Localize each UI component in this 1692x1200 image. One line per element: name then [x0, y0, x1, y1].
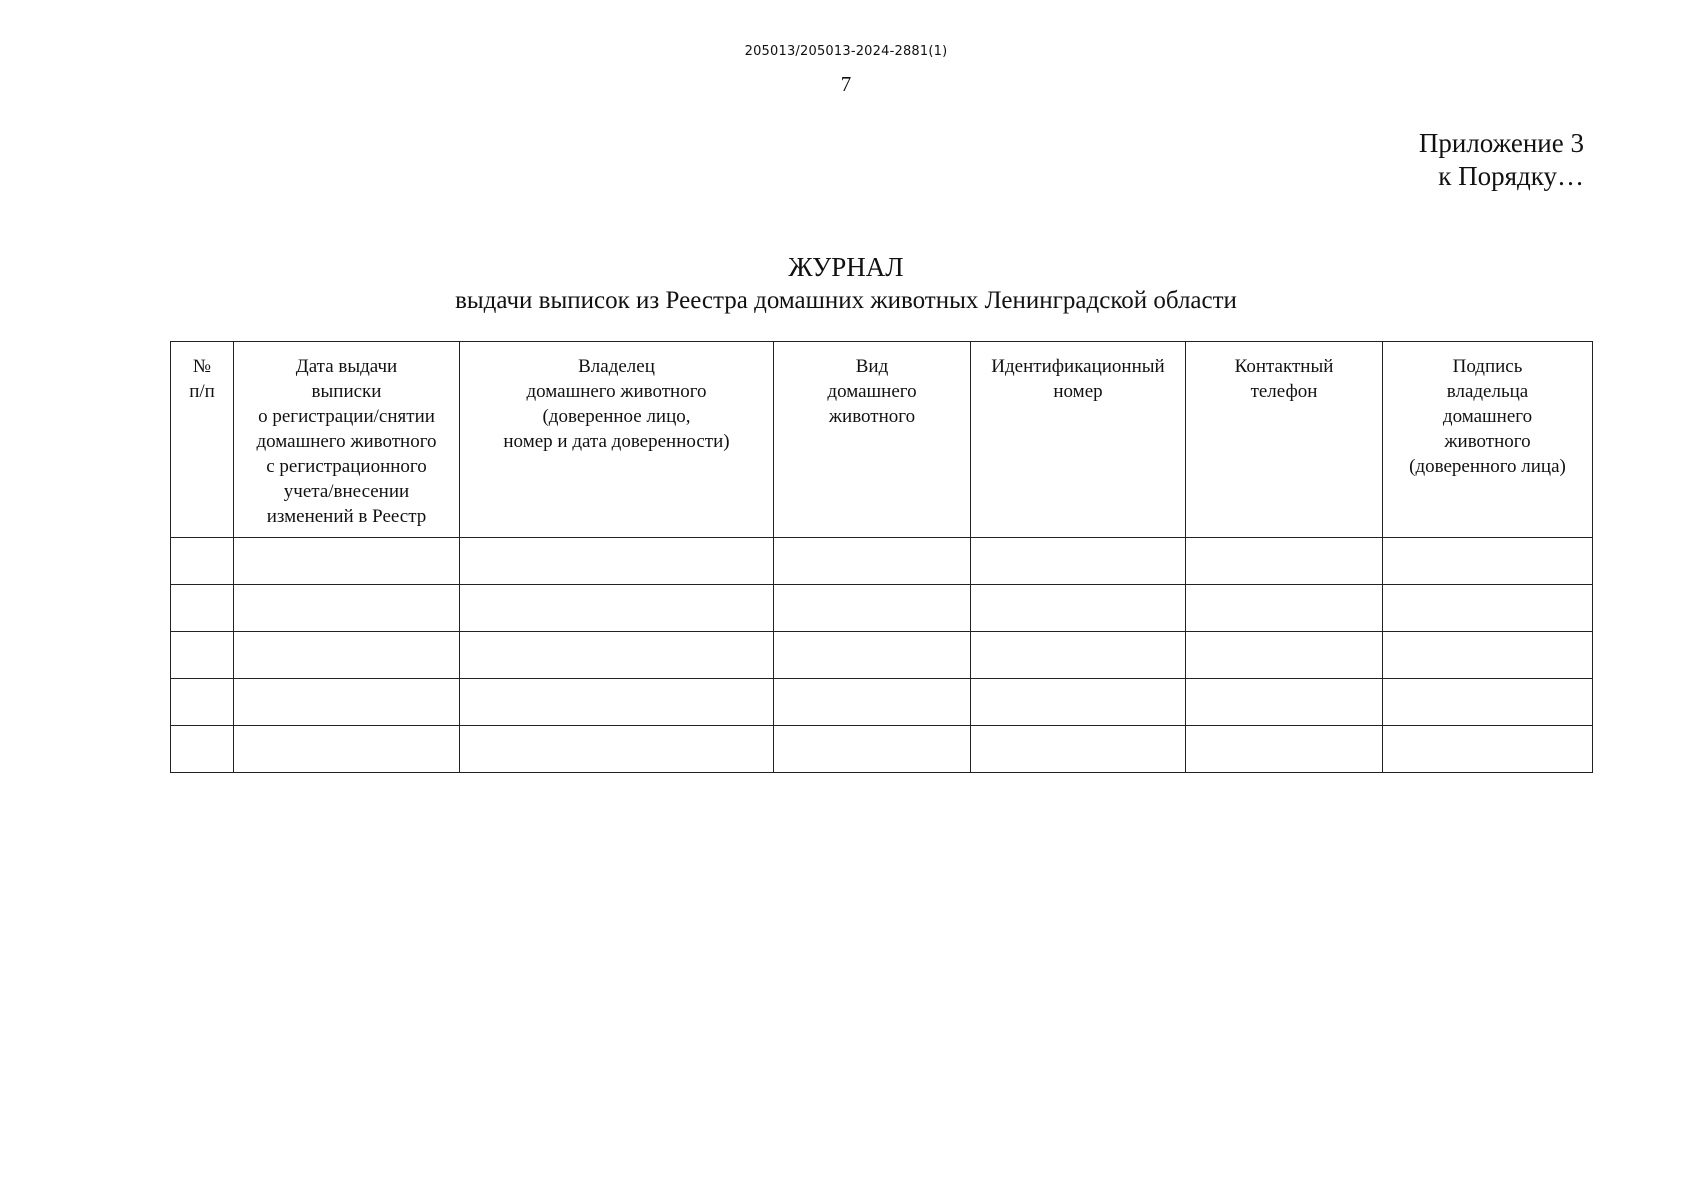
journal-table	[170, 341, 1593, 773]
table-cell	[234, 632, 460, 679]
column-header-owner: Владелец домашнего животного (доверенное лицо, номер и дата доверенности)	[460, 342, 774, 538]
table-cell	[460, 726, 774, 773]
table-cell	[1186, 538, 1383, 585]
table-cell	[234, 538, 460, 585]
document-code: 205013/205013-2024-2881(1)	[744, 44, 948, 59]
table-cell	[971, 585, 1186, 632]
table-cell	[460, 679, 774, 726]
column-header-number: № п/п	[171, 342, 234, 538]
table-cell	[234, 679, 460, 726]
table-cell	[971, 538, 1186, 585]
table-cell	[1186, 632, 1383, 679]
table-cell	[1383, 679, 1593, 726]
table-cell	[1186, 585, 1383, 632]
column-header-signature: Подпись владельца домашнего животного (доверенного лица)	[1383, 342, 1593, 538]
table-cell	[1186, 679, 1383, 726]
table-row	[171, 538, 1593, 585]
table-cell	[1186, 726, 1383, 773]
table-cell	[171, 679, 234, 726]
table-cell	[774, 585, 971, 632]
table-cell	[971, 632, 1186, 679]
column-header-id-number: Идентификационный номер	[971, 342, 1186, 538]
table-cell	[774, 679, 971, 726]
table-cell	[460, 585, 774, 632]
table-cell	[1383, 585, 1593, 632]
table-header-row	[171, 342, 1593, 538]
table-cell	[171, 726, 234, 773]
table-cell	[1383, 632, 1593, 679]
table-cell	[971, 726, 1186, 773]
appendix-line-2: к Порядку…	[1438, 161, 1584, 191]
journal-subtitle: выдачи выписок из Реестра домашних животных Ленинградской области	[455, 287, 1237, 314]
table-cell	[171, 632, 234, 679]
table-row	[171, 726, 1593, 773]
column-header-phone: Контактный телефон	[1186, 342, 1383, 538]
table-row	[171, 632, 1593, 679]
table-cell	[774, 538, 971, 585]
journal-title: ЖУРНАЛ	[788, 252, 904, 282]
table-cell	[234, 726, 460, 773]
table-cell	[1383, 538, 1593, 585]
table-cell	[460, 632, 774, 679]
table-cell	[234, 585, 460, 632]
table-row	[171, 679, 1593, 726]
table-cell	[774, 632, 971, 679]
table-cell	[171, 585, 234, 632]
table-row	[171, 585, 1593, 632]
appendix-line-1: Приложение 3	[1418, 128, 1584, 158]
page-number: 7	[840, 72, 852, 96]
table-cell	[774, 726, 971, 773]
table-cell	[1383, 726, 1593, 773]
table-cell	[460, 538, 774, 585]
table-cell	[971, 679, 1186, 726]
column-header-issue-date: Дата выдачи выписки о регистрации/снятии домашнего животного с регистрационного учета/внесении изменений в Реестр	[234, 342, 460, 538]
table-cell	[171, 538, 234, 585]
appendix-note	[1419, 127, 1584, 193]
column-header-animal-type: Вид домашнего животного	[774, 342, 971, 538]
